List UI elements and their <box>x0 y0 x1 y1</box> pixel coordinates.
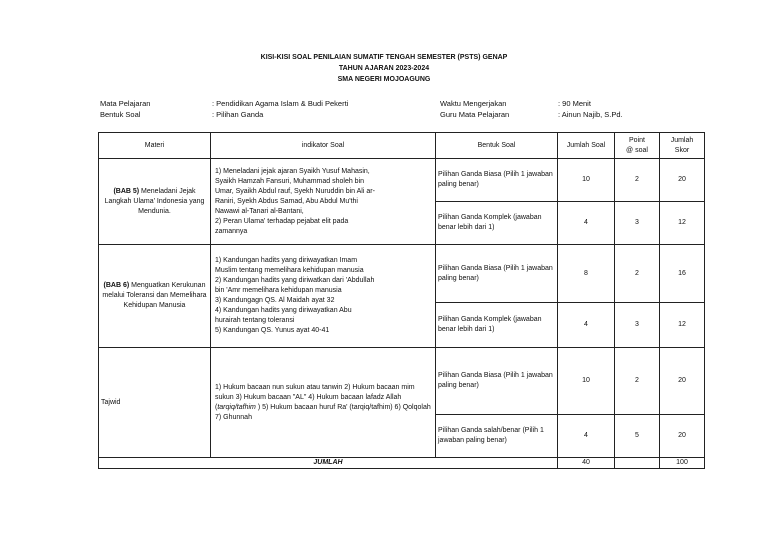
mapel-value: : Pendidikan Agama Islam & Budi Pekerti <box>212 99 349 108</box>
skor-cell: 12 <box>660 303 705 348</box>
bentuk-cell: Pilihan Ganda Biasa (Pilih 1 jawaban paling benar) <box>436 245 558 303</box>
point-cell: 2 <box>615 245 660 303</box>
materi-cell: Tajwid <box>99 348 211 458</box>
skor-cell: 20 <box>660 348 705 415</box>
bentuk-cell: Pilihan Ganda Biasa (Pilih 1 jawaban paling benar) <box>436 348 558 415</box>
indikator-cell: 1) Kandungan hadits yang diriwayatkan Imam Muslim tentang memelihara kehidupan manusia 2) Kandungan hadits yang diriwatkan dari 'Abdullah bin 'Amr memelihara kehidupan manusia 3) Kandungagn QS. Al Maidah ayat 32 4) Kandungan hadits yang diriwayatkan Abu hurairah tentang toleransi 5) Kandungan QS. Yunus ayat 40-41 <box>211 245 436 348</box>
materi-cell: (BAB 5) Meneladani Jejak Langkah Ulama' Indonesia yang Mendunia. <box>99 159 211 245</box>
header-indikator: indikator Soal <box>211 133 436 159</box>
document-title: KISI-KISI SOAL PENILAIAN SUMATIF TENGAH SEMESTER (PSTS) GENAP <box>260 54 508 61</box>
point-cell: 5 <box>615 415 660 458</box>
materi-cell: (BAB 6) Menguatkan Kerukunan melalui Toleransi dan Memelihara Kehidupan Manusia <box>99 245 211 348</box>
jumlah-cell: 10 <box>558 348 615 415</box>
waktu-value: : 90 Menit <box>558 99 591 108</box>
table-row <box>99 245 705 303</box>
jumlah-cell: 8 <box>558 245 615 303</box>
school-name: SMA NEGERI MOJOAGUNG <box>337 76 431 83</box>
bentuk-cell: Pilihan Ganda Komplek (jawaban benar lebih dari 1) <box>436 202 558 245</box>
bentuk-cell: Pilihan Ganda Komplek (jawaban benar lebih dari 1) <box>436 303 558 348</box>
guru-value: : Ainun Najib, S.Pd. <box>558 110 623 119</box>
total-point-empty <box>615 458 660 469</box>
indikator-cell: 1) Hukum bacaan nun sukun atau tanwin 2) Hukum bacaan mim sukun 3) Hukum bacaan "AL" 4) Hukum bacaan lafadz Allah (tarqiq/tafhim ) 5) Hukum bacaan huruf Ra' (tarqiq/tafhim) 6) Qolqolah 7) Ghunnah <box>211 348 436 458</box>
jumlah-cell: 10 <box>558 159 615 202</box>
header-bentuk: Bentuk Soal <box>436 133 558 159</box>
point-cell: 3 <box>615 303 660 348</box>
skor-cell: 20 <box>660 159 705 202</box>
indikator-cell: 1) Meneladani jejak ajaran Syaikh Yusuf Mahasin, Syaikh Hamzah Fansuri, Muhammad sholeh bin Umar, Syaikh Abdul rauf, Syekh Nuruddin bin Ali ar- Raniri, Syekh Abdus Samad, Abu Abdul Mu'thi Nawawi al-Tanari al-Bantani, 2) Peran Ulama' terhadap pejabat elit pada zamannya <box>211 159 436 245</box>
table-header-row <box>99 133 705 159</box>
table-row <box>99 159 705 202</box>
jumlah-cell: 4 <box>558 415 615 458</box>
header-point: Point @ soal <box>615 133 660 159</box>
point-cell: 3 <box>615 202 660 245</box>
header-materi: Materi <box>99 133 211 159</box>
waktu-label: Waktu Mengerjakan <box>440 99 507 108</box>
skor-cell: 16 <box>660 245 705 303</box>
kisi-kisi-table <box>98 132 705 469</box>
jumlah-cell: 4 <box>558 303 615 348</box>
total-skor: 100 <box>660 458 705 469</box>
point-cell: 2 <box>615 159 660 202</box>
point-cell: 2 <box>615 348 660 415</box>
bentuk-cell: Pilihan Ganda Biasa (Pilih 1 jawaban paling benar) <box>436 159 558 202</box>
jumlah-cell: 4 <box>558 202 615 245</box>
total-jumlah-soal: 40 <box>558 458 615 469</box>
guru-label: Guru Mata Pelajaran <box>440 110 510 119</box>
bentuk-cell: Pilihan Ganda salah/benar (Pilih 1 jawaban paling benar) <box>436 415 558 458</box>
header-skor: Jumlah Skor <box>660 133 705 159</box>
skor-cell: 12 <box>660 202 705 245</box>
total-row <box>99 458 705 469</box>
total-label: JUMLAH <box>99 458 558 469</box>
mapel-label: Mata Pelajaran <box>100 99 151 108</box>
table-row <box>99 348 705 415</box>
academic-year: TAHUN AJARAN 2023-2024 <box>338 65 430 72</box>
skor-cell: 20 <box>660 415 705 458</box>
header-jumlah-soal: Jumlah Soal <box>558 133 615 159</box>
bentuk-value: : Pilihan Ganda <box>212 110 264 119</box>
bentuk-label: Bentuk Soal <box>100 110 141 119</box>
